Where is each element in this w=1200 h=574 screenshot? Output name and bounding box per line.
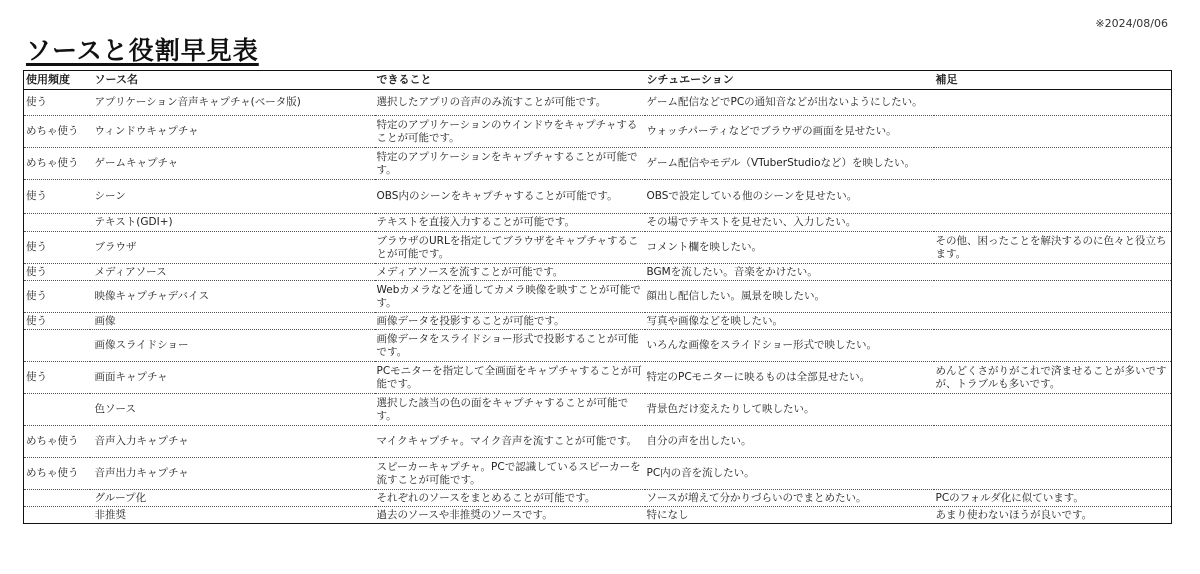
cell-source-name: 非推奨 <box>90 507 375 524</box>
cell-source-name: シーン <box>90 180 375 214</box>
cell-capability: メディアソースを流すことが可能です。 <box>375 264 645 281</box>
cell-frequency: 使う <box>24 232 90 264</box>
cell-note <box>934 313 1172 330</box>
cell-note: あまり使わないほうが良いです。 <box>934 507 1172 524</box>
document-date: ※2024/08/06 <box>1095 17 1168 30</box>
table-row <box>24 313 1172 330</box>
table-row <box>24 362 1172 394</box>
cell-capability: 特定のアプリケーションをキャプチャすることが可能です。 <box>375 148 645 180</box>
cell-note: その他、困ったことを解決するのに色々と役立ちます。 <box>934 232 1172 264</box>
cell-capability: Webカメラなどを通してカメラ映像を映すことが可能です。 <box>375 281 645 313</box>
cell-source-name: メディアソース <box>90 264 375 281</box>
cell-note: PCのフォルダ化に似ています。 <box>934 490 1172 507</box>
table-row <box>24 90 1172 116</box>
cell-note <box>934 264 1172 281</box>
cell-source-name: 画面キャプチャ <box>90 362 375 394</box>
cell-note <box>934 394 1172 426</box>
cell-capability: 過去のソースや非推奨のソースです。 <box>375 507 645 524</box>
cell-situation: 特定のPCモニターに映るものは全部見せたい。 <box>645 362 934 394</box>
cell-source-name: ウィンドウキャプチャ <box>90 116 375 148</box>
table-row <box>24 232 1172 264</box>
cell-frequency: 使う <box>24 90 90 116</box>
cell-situation: 自分の声を出したい。 <box>645 426 934 458</box>
cell-note <box>934 90 1172 116</box>
cell-source-name: 色ソース <box>90 394 375 426</box>
cell-situation: ウォッチパーティなどでブラウザの画面を見せたい。 <box>645 116 934 148</box>
cell-frequency: 使う <box>24 362 90 394</box>
cell-note <box>934 458 1172 490</box>
table-row <box>24 490 1172 507</box>
table-row <box>24 281 1172 313</box>
cell-source-name: ブラウザ <box>90 232 375 264</box>
cell-source-name: 音声入力キャプチャ <box>90 426 375 458</box>
cell-capability: 画像データを投影することが可能です。 <box>375 313 645 330</box>
cell-frequency: めちゃ使う <box>24 426 90 458</box>
cell-situation: 背景色だけ変えたりして映したい。 <box>645 394 934 426</box>
cell-source-name: アプリケーション音声キャプチャ(ベータ版) <box>90 90 375 116</box>
table-header-row <box>24 71 1172 90</box>
source-role-table <box>23 70 1172 524</box>
cell-frequency <box>24 214 90 232</box>
cell-situation: OBSで設定している他のシーンを見せたい。 <box>645 180 934 214</box>
cell-capability: 特定のアプリケーションのウインドウをキャプチャすることが可能です。 <box>375 116 645 148</box>
cell-situation: PC内の音を流したい。 <box>645 458 934 490</box>
cell-situation: いろんな画像をスライドショー形式で映したい。 <box>645 330 934 362</box>
column-header-capability: できること <box>375 71 645 90</box>
cell-note <box>934 116 1172 148</box>
cell-frequency: 使う <box>24 264 90 281</box>
cell-note: めんどくさがりがこれで済ませることが多いですが、トラブルも多いです。 <box>934 362 1172 394</box>
table-body <box>24 90 1172 524</box>
cell-capability: ブラウザのURLを指定してブラウザをキャプチャすることが可能です。 <box>375 232 645 264</box>
cell-source-name: 画像 <box>90 313 375 330</box>
cell-note <box>934 180 1172 214</box>
cell-situation: ゲーム配信などでPCの通知音などが出ないようにしたい。 <box>645 90 934 116</box>
cell-capability: それぞれのソースをまとめることが可能です。 <box>375 490 645 507</box>
cell-note <box>934 214 1172 232</box>
cell-frequency: めちゃ使う <box>24 148 90 180</box>
cell-situation: その場でテキストを見せたい、入力したい。 <box>645 214 934 232</box>
cell-frequency <box>24 507 90 524</box>
cell-situation: BGMを流したい。音楽をかけたい。 <box>645 264 934 281</box>
cell-source-name: グループ化 <box>90 490 375 507</box>
cell-frequency <box>24 490 90 507</box>
cell-capability: テキストを直接入力することが可能です。 <box>375 214 645 232</box>
cell-situation: ゲーム配信やモデル（VTuberStudioなど）を映したい。 <box>645 148 934 180</box>
cell-note <box>934 330 1172 362</box>
column-header-source-name: ソース名 <box>90 71 375 90</box>
cell-source-name: 画像スライドショー <box>90 330 375 362</box>
column-header-frequency: 使用頻度 <box>24 71 90 90</box>
table-row <box>24 116 1172 148</box>
cell-frequency <box>24 394 90 426</box>
cell-situation: コメント欄を映したい。 <box>645 232 934 264</box>
table-row <box>24 426 1172 458</box>
cell-capability: 画像データをスライドショー形式で投影することが可能です。 <box>375 330 645 362</box>
cell-situation: 写真や画像などを映したい。 <box>645 313 934 330</box>
cell-note <box>934 148 1172 180</box>
cell-source-name: 映像キャプチャデバイス <box>90 281 375 313</box>
source-role-table-container <box>23 70 1171 524</box>
table-row <box>24 214 1172 232</box>
table-row <box>24 148 1172 180</box>
cell-situation: 特になし <box>645 507 934 524</box>
cell-source-name: 音声出力キャプチャ <box>90 458 375 490</box>
cell-situation: ソースが増えて分かりづらいのでまとめたい。 <box>645 490 934 507</box>
cell-situation: 顔出し配信したい。風景を映したい。 <box>645 281 934 313</box>
cell-note <box>934 281 1172 313</box>
cell-capability: 選択したアプリの音声のみ流すことが可能です。 <box>375 90 645 116</box>
cell-capability: スピーカーキャプチャ。PCで認識しているスピーカーを流すことが可能です。 <box>375 458 645 490</box>
page-title: ソースと役割早見表 <box>26 36 259 65</box>
table-row <box>24 507 1172 524</box>
cell-note <box>934 426 1172 458</box>
cell-capability: PCモニターを指定して全画面をキャプチャすることが可能です。 <box>375 362 645 394</box>
cell-capability: 選択した該当の色の面をキャプチャすることが可能です。 <box>375 394 645 426</box>
cell-capability: OBS内のシーンをキャプチャすることが可能です。 <box>375 180 645 214</box>
column-header-note: 補足 <box>934 71 1172 90</box>
column-header-situation: シチュエーション <box>645 71 934 90</box>
cell-frequency: めちゃ使う <box>24 458 90 490</box>
table-row <box>24 458 1172 490</box>
cell-frequency: めちゃ使う <box>24 116 90 148</box>
cell-frequency: 使う <box>24 313 90 330</box>
table-header <box>24 71 1172 90</box>
cell-frequency: 使う <box>24 180 90 214</box>
cell-source-name: テキスト(GDI+) <box>90 214 375 232</box>
cell-frequency: 使う <box>24 281 90 313</box>
table-row <box>24 394 1172 426</box>
cell-frequency <box>24 330 90 362</box>
table-row <box>24 180 1172 214</box>
cell-capability: マイクキャプチャ。マイク音声を流すことが可能です。 <box>375 426 645 458</box>
cell-source-name: ゲームキャプチャ <box>90 148 375 180</box>
table-row <box>24 264 1172 281</box>
table-row <box>24 330 1172 362</box>
